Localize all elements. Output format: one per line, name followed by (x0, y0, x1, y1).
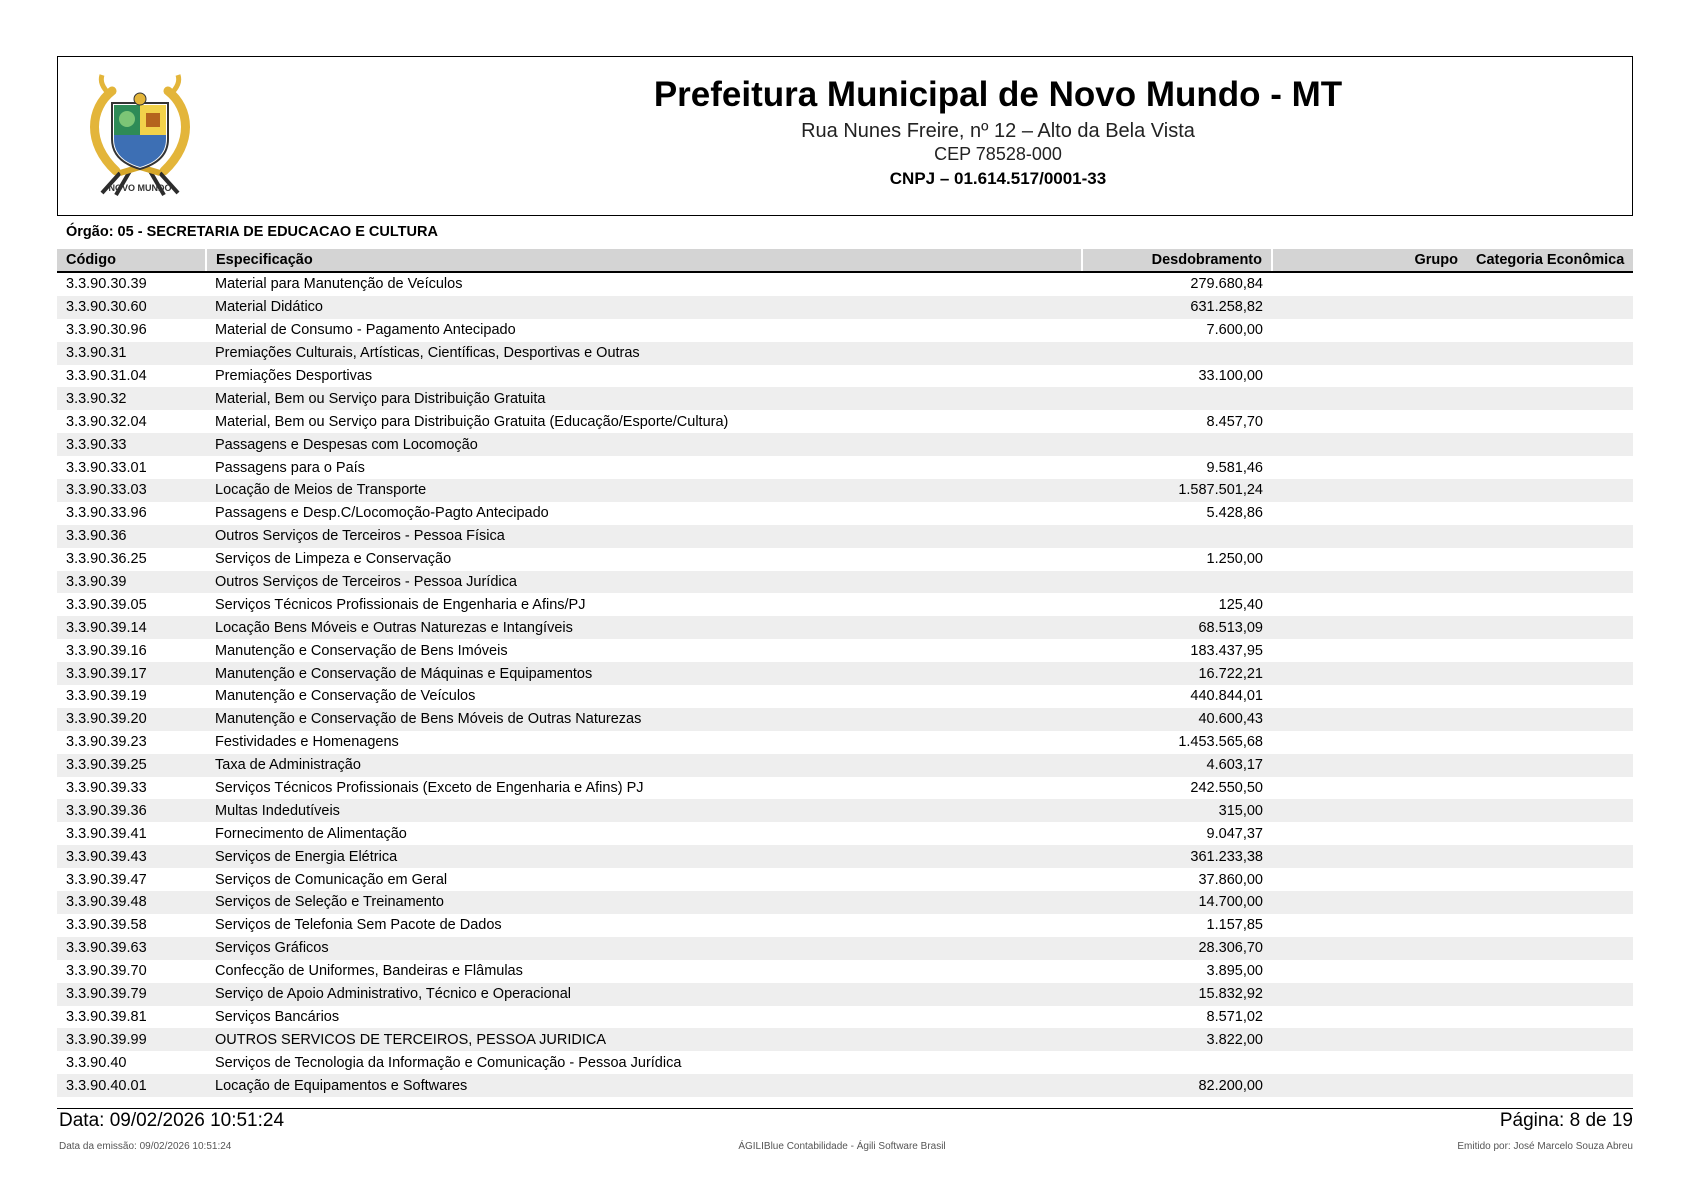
postal-code: CEP 78528-000 (934, 144, 1062, 164)
row-grupo (1272, 387, 1467, 410)
address: Rua Nunes Freire, nº 12 – Alto da Bela Vista (801, 120, 1195, 142)
row-desdobramento: 15.832,92 (1082, 983, 1272, 1006)
row-categoria (1467, 754, 1633, 777)
footer-date: Data: 09/02/2026 10:51:24 (59, 1110, 285, 1131)
row-categoria (1467, 777, 1633, 800)
row-desdobramento: 125,40 (1218, 596, 1263, 613)
row-categoria (1467, 960, 1633, 983)
table-row (57, 548, 1633, 571)
row-code: 3.3.90.39.41 (66, 825, 147, 842)
row-categoria (1467, 616, 1633, 639)
row-spec: Serviços de Limpeza e Conservação (215, 551, 452, 568)
table-row (57, 296, 1633, 319)
table-row (57, 868, 1633, 891)
col-codigo: Código (57, 249, 206, 272)
row-code: 3.3.90.39 (57, 571, 206, 594)
row-categoria (1467, 914, 1633, 937)
row-code: 3.3.90.33.96 (66, 505, 147, 522)
row-desdobramento: 242.550,50 (1190, 780, 1263, 797)
col-grupo: Grupo (1272, 249, 1467, 272)
table-row (57, 502, 1633, 525)
row-categoria (1467, 272, 1633, 296)
table-row (57, 754, 1633, 777)
row-desdobramento: 1.157,85 (1206, 917, 1263, 934)
row-grupo (1272, 433, 1467, 456)
row-code: 3.3.90.39.33 (66, 780, 147, 797)
row-desdobramento: 8.457,70 (1206, 413, 1263, 430)
row-categoria (1467, 433, 1633, 456)
row-categoria (1467, 593, 1633, 616)
row-categoria (1467, 731, 1633, 754)
row-desdobramento (1082, 571, 1272, 594)
page-number: Página: 8 de 19 (1499, 1110, 1633, 1131)
row-code: 3.3.90.39.23 (66, 734, 147, 751)
table-row (57, 731, 1633, 754)
row-grupo (1272, 616, 1467, 639)
col-desdobramento: Desdobramento (1082, 249, 1272, 272)
row-categoria (1467, 456, 1633, 479)
row-spec: Locação Bens Móveis e Outras Naturezas e Intangíveis (206, 616, 1082, 639)
row-grupo (1272, 845, 1467, 868)
table-header-row (57, 249, 1633, 272)
row-categoria (1467, 983, 1633, 1006)
row-code: 3.3.90.36 (57, 525, 206, 548)
row-desdobramento: 9.047,37 (1206, 825, 1263, 842)
row-desdobramento: 28.306,70 (1082, 937, 1272, 960)
row-categoria (1467, 1006, 1633, 1029)
table-row (57, 593, 1633, 616)
row-code: 3.3.90.39.20 (57, 708, 206, 731)
row-desdobramento (1082, 525, 1272, 548)
row-grupo (1272, 571, 1467, 594)
row-grupo (1272, 754, 1467, 777)
row-spec: Serviços de Comunicação em Geral (215, 871, 448, 888)
row-desdobramento: 8.571,02 (1206, 1008, 1263, 1025)
row-grupo (1272, 456, 1467, 479)
row-spec: Serviços de Telefonia Sem Pacote de Dados (215, 917, 502, 934)
table-row (57, 639, 1633, 662)
cnpj: CNPJ – 01.614.517/0001-33 (889, 169, 1107, 188)
row-categoria (1467, 479, 1633, 502)
table-row (57, 822, 1633, 845)
row-spec: Serviços Técnicos Profissionais de Engenharia e Afins/PJ (215, 596, 586, 613)
row-spec: Material para Manutenção de Veículos (215, 276, 463, 293)
orgao-label: Órgão: 05 - SECRETARIA DE EDUCACAO E CULTURA (66, 224, 438, 240)
col-categoria: Categoria Econômica (1467, 249, 1633, 272)
table-row (57, 1006, 1633, 1029)
row-categoria (1467, 708, 1633, 731)
row-code: 3.3.90.39.25 (57, 754, 206, 777)
row-grupo (1272, 708, 1467, 731)
table-row (57, 845, 1633, 868)
row-code: 3.3.90.30.60 (57, 296, 206, 319)
row-desdobramento: 9.581,46 (1206, 459, 1263, 476)
row-code: 3.3.90.30.39 (66, 276, 147, 293)
row-code: 3.3.90.39.17 (57, 662, 206, 685)
table-row (57, 914, 1633, 937)
row-grupo (1272, 891, 1467, 914)
row-spec: Premiações Desportivas (215, 368, 373, 384)
row-grupo (1272, 937, 1467, 960)
software-credit: ÁGILIBlue Contabilidade - Ágili Software Brasil (738, 1141, 946, 1152)
row-code: 3.3.90.32.04 (66, 413, 147, 430)
row-grupo (1272, 319, 1467, 342)
row-code: 3.3.90.39.19 (66, 688, 147, 705)
row-spec: Serviços de Seleção e Treinamento (206, 891, 1082, 914)
table-row (57, 1028, 1633, 1051)
page-title: Prefeitura Municipal de Novo Mundo - MT (653, 75, 1343, 114)
row-desdobramento: 37.860,00 (1198, 871, 1263, 888)
row-categoria (1467, 891, 1633, 914)
coat-of-arms-logo (72, 73, 208, 203)
row-grupo (1272, 296, 1467, 319)
table-row (57, 525, 1633, 548)
row-grupo (1272, 914, 1467, 937)
row-grupo (1272, 685, 1467, 708)
row-categoria (1467, 822, 1633, 845)
row-desdobramento: 14.700,00 (1082, 891, 1272, 914)
row-spec: Taxa de Administração (206, 754, 1082, 777)
row-desdobramento: 631.258,82 (1082, 296, 1272, 319)
table-row (57, 387, 1633, 410)
table-row (57, 342, 1633, 365)
table-row (57, 777, 1633, 800)
table-row (57, 662, 1633, 685)
table-row (57, 685, 1633, 708)
row-spec: Manutenção e Conservação de Bens Imóveis (215, 642, 508, 659)
row-code: 3.3.90.39.47 (66, 871, 147, 888)
col-especificacao: Especificação (206, 249, 1082, 272)
row-code: 3.3.90.39.58 (66, 917, 147, 934)
table-row (57, 960, 1633, 983)
row-spec: Festividades e Homenagens (215, 734, 399, 751)
table-row (57, 708, 1633, 731)
row-categoria (1467, 937, 1633, 960)
header-box (57, 56, 1633, 216)
row-grupo (1272, 639, 1467, 662)
row-categoria (1467, 410, 1633, 433)
header-title-block (498, 63, 1498, 191)
row-grupo (1272, 960, 1467, 983)
row-spec: Passagens para o País (215, 459, 365, 476)
row-categoria (1467, 868, 1633, 891)
table-row (57, 1051, 1633, 1074)
row-spec: Confecção de Uniformes, Bandeiras e Flâmulas (215, 963, 523, 980)
row-spec: Material, Bem ou Serviço para Distribuição Gratuita (Educação/Esporte/Cultura) (215, 413, 729, 430)
row-spec: Manutenção e Conservação de Veículos (215, 688, 476, 705)
row-code: 3.3.90.39.05 (66, 596, 147, 613)
row-categoria (1467, 548, 1633, 571)
row-spec: Serviços de Tecnologia da Informação e Comunicação - Pessoa Jurídica (215, 1054, 682, 1071)
row-spec: Serviços Bancários (215, 1008, 340, 1025)
logo-text: NOVO MUNDO (108, 183, 172, 193)
row-categoria (1467, 1074, 1633, 1097)
row-grupo (1272, 1051, 1467, 1074)
row-grupo (1272, 799, 1467, 822)
row-grupo (1272, 272, 1467, 296)
row-grupo (1272, 1006, 1467, 1029)
row-categoria (1467, 296, 1633, 319)
row-spec: Material Didático (206, 296, 1082, 319)
row-code: 3.3.90.32 (57, 387, 206, 410)
row-code: 3.3.90.33 (57, 433, 206, 456)
row-desdobramento: 1.587.501,24 (1082, 479, 1272, 502)
row-categoria (1467, 845, 1633, 868)
row-code: 3.3.90.39.99 (57, 1028, 206, 1051)
row-grupo (1272, 662, 1467, 685)
emission-date: Data da emissão: 09/02/2026 10:51:24 (59, 1141, 232, 1152)
row-code: 3.3.90.39.43 (57, 845, 206, 868)
row-code: 3.3.90.36.25 (66, 551, 147, 568)
table-row (57, 1074, 1633, 1097)
row-desdobramento: 7.600,00 (1206, 322, 1263, 339)
row-grupo (1272, 548, 1467, 571)
row-grupo (1272, 1028, 1467, 1051)
row-spec: Multas Indedutíveis (206, 799, 1082, 822)
row-code: 3.3.90.33.03 (57, 479, 206, 502)
row-grupo (1272, 868, 1467, 891)
row-desdobramento (1082, 387, 1272, 410)
row-spec: Outros Serviços de Terceiros - Pessoa Física (206, 525, 1082, 548)
table-row (57, 891, 1633, 914)
row-desdobramento: 82.200,00 (1082, 1074, 1272, 1097)
row-categoria (1467, 1051, 1633, 1074)
row-categoria (1467, 685, 1633, 708)
row-desdobramento: 68.513,09 (1082, 616, 1272, 639)
row-desdobramento: 33.100,00 (1198, 368, 1263, 384)
row-desdobramento: 1.453.565,68 (1178, 734, 1263, 751)
row-code: 3.3.90.39.14 (57, 616, 206, 639)
footer-divider (57, 1108, 1633, 1109)
row-desdobramento: 5.428,86 (1206, 505, 1263, 522)
row-code: 3.3.90.40 (66, 1054, 127, 1071)
row-spec: Serviços Gráficos (206, 937, 1082, 960)
row-spec: OUTROS SERVICOS DE TERCEIROS, PESSOA JURIDICA (206, 1028, 1082, 1051)
row-categoria (1467, 639, 1633, 662)
row-grupo (1272, 479, 1467, 502)
emitted-by: Emitido por: José Marcelo Souza Abreu (1457, 1141, 1633, 1152)
expense-table (57, 249, 1633, 1097)
row-code: 3.3.90.40.01 (57, 1074, 206, 1097)
row-desdobramento: 183.437,95 (1190, 642, 1263, 659)
row-grupo (1272, 822, 1467, 845)
row-spec: Material de Consumo - Pagamento Antecipado (215, 322, 516, 339)
row-desdobramento: 16.722,21 (1082, 662, 1272, 685)
row-grupo (1272, 525, 1467, 548)
row-spec: Locação de Equipamentos e Softwares (206, 1074, 1082, 1097)
row-spec: Passagens e Despesas com Locomoção (206, 433, 1082, 456)
row-categoria (1467, 1028, 1633, 1051)
row-desdobramento: 1.250,00 (1206, 551, 1263, 568)
table-row (57, 272, 1633, 296)
table-row (57, 365, 1633, 388)
table-row (57, 571, 1633, 594)
row-categoria (1467, 525, 1633, 548)
row-desdobramento (1082, 1051, 1272, 1074)
row-desdobramento: 279.680,84 (1190, 276, 1263, 293)
row-spec: Fornecimento de Alimentação (215, 825, 407, 842)
table-row (57, 937, 1633, 960)
row-grupo (1272, 731, 1467, 754)
row-code: 3.3.90.39.70 (66, 963, 147, 980)
row-desdobramento: 361.233,38 (1082, 845, 1272, 868)
row-spec: Manutenção e Conservação de Máquinas e Equipamentos (206, 662, 1082, 685)
row-grupo (1272, 1074, 1467, 1097)
row-grupo (1272, 410, 1467, 433)
row-desdobramento (1082, 433, 1272, 456)
row-code: 3.3.90.30.96 (66, 322, 147, 339)
row-categoria (1467, 571, 1633, 594)
row-code: 3.3.90.31 (57, 342, 206, 365)
row-grupo (1272, 365, 1467, 388)
row-grupo (1272, 983, 1467, 1006)
table-row (57, 410, 1633, 433)
row-code: 3.3.90.31.04 (66, 368, 147, 384)
row-desdobramento: 440.844,01 (1190, 688, 1263, 705)
row-spec: Material, Bem ou Serviço para Distribuição Gratuita (206, 387, 1082, 410)
row-categoria (1467, 502, 1633, 525)
table-row (57, 616, 1633, 639)
row-code: 3.3.90.39.81 (66, 1008, 147, 1025)
table-row (57, 479, 1633, 502)
row-categoria (1467, 319, 1633, 342)
row-code: 3.3.90.39.48 (57, 891, 206, 914)
table-row (57, 983, 1633, 1006)
row-categoria (1467, 387, 1633, 410)
row-grupo (1272, 777, 1467, 800)
row-categoria (1467, 342, 1633, 365)
table-row (57, 799, 1633, 822)
row-spec: Serviços de Energia Elétrica (206, 845, 1082, 868)
row-grupo (1272, 502, 1467, 525)
row-code: 3.3.90.33.01 (66, 459, 147, 476)
row-code: 3.3.90.39.16 (66, 642, 147, 659)
row-spec: Manutenção e Conservação de Bens Móveis de Outras Naturezas (206, 708, 1082, 731)
row-code: 3.3.90.39.36 (57, 799, 206, 822)
table-row (57, 456, 1633, 479)
row-categoria (1467, 662, 1633, 685)
row-spec: Passagens e Desp.C/Locomoção-Pagto Antecipado (215, 505, 549, 522)
row-categoria (1467, 799, 1633, 822)
row-desdobramento (1082, 342, 1272, 365)
row-spec: Outros Serviços de Terceiros - Pessoa Jurídica (206, 571, 1082, 594)
row-grupo (1272, 593, 1467, 616)
row-spec: Serviços Técnicos Profissionais (Exceto de Engenharia e Afins) PJ (215, 780, 644, 797)
row-spec: Locação de Meios de Transporte (206, 479, 1082, 502)
row-desdobramento: 3.895,00 (1206, 963, 1263, 980)
table-row (57, 319, 1633, 342)
row-code: 3.3.90.39.79 (57, 983, 206, 1006)
row-desdobramento: 3.822,00 (1082, 1028, 1272, 1051)
row-desdobramento: 4.603,17 (1082, 754, 1272, 777)
row-spec: Premiações Culturais, Artísticas, Científicas, Desportivas e Outras (206, 342, 1082, 365)
row-spec: Serviço de Apoio Administrativo, Técnico e Operacional (206, 983, 1082, 1006)
row-categoria (1467, 365, 1633, 388)
row-code: 3.3.90.39.63 (57, 937, 206, 960)
table-row (57, 433, 1633, 456)
row-desdobramento: 40.600,43 (1082, 708, 1272, 731)
row-grupo (1272, 342, 1467, 365)
row-desdobramento: 315,00 (1082, 799, 1272, 822)
